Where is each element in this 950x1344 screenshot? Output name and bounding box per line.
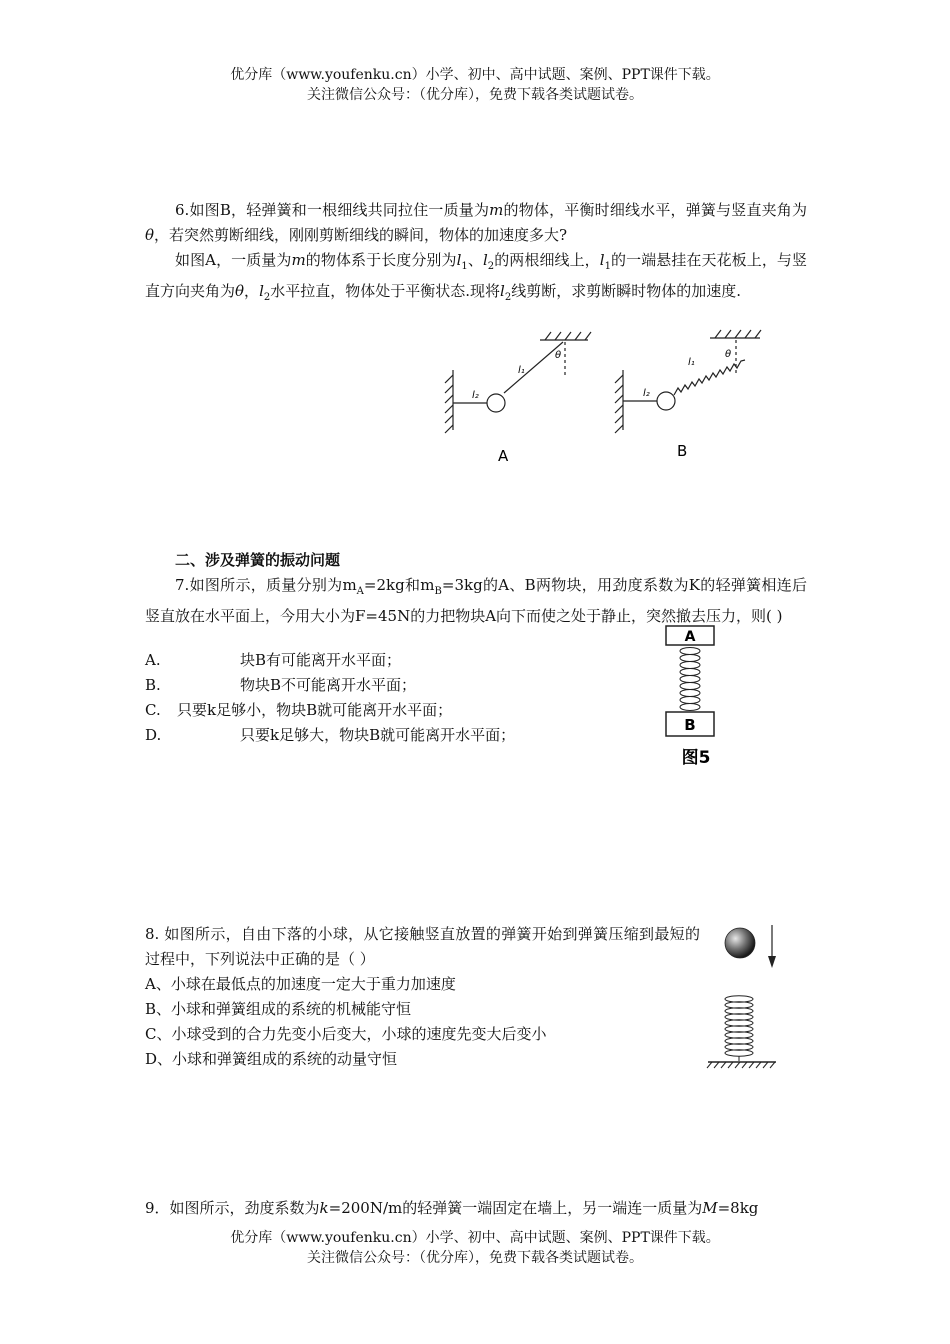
q6-paragraph-2: 如图A，一质量为m的物体系于长度分别为$l_1$、$l_2$的两根细线上，$l_1$的一端悬挂在天花板上，与竖直方向夹角为θ，$l_2$水平拉直，物体处于平衡状态.现将$l_2$线剪断，求剪断瞬时物体的加速度. [145, 251, 807, 303]
footer-line-1: 优分库（www.youfenku.cn）小学、初中、高中试题、案例、PPT课件下载。 [230, 1230, 720, 1246]
q8-option-c: C、小球受到的合力先变小后变大，小球的速度先变大后变小 [145, 1025, 547, 1043]
q7-stem: 7.如图所示，质量分别为$m_A=2kg$和$m_B=3kg$的A、B两物块，用劲度系数为K的轻弹簧相连后竖直放在水平面上，今用大小为F=45N的力把物块A向下而使之处于静止，突然撤去压力，则( ) [145, 576, 807, 625]
figure-5 [660, 624, 720, 769]
fig-b-l2-label: l₂ [643, 388, 650, 399]
figure-a [430, 330, 600, 470]
q7-option-a: A. 块B有可能离开水平面； [145, 651, 402, 669]
q7-option-b: B. 物块B不可能离开水平面； [145, 676, 417, 694]
q8-option-a: A、小球在最低点的加速度一定大于重力加速度 [145, 975, 456, 993]
down-arrow-icon [768, 956, 776, 968]
figure-ball-spring [700, 920, 790, 1070]
q8-option-b: B、小球和弹簧组成的系统的机械能守恒 [145, 1000, 412, 1018]
q6-paragraph-1: 6.如图B，轻弹簧和一根细线共同拉住一质量为m的物体，平衡时细线水平，弹簧与竖直夹角为θ，若突然剪断细线，刚刚剪断细线的瞬间，物体的加速度多大? [145, 201, 807, 244]
q8-stem: 8. 如图所示，自由下落的小球，从它接触竖直放置的弹簧开始到弹簧压缩到最短的过程中，下列说法中正确的是（ ） [145, 925, 700, 968]
fig-a-l2-label: l₂ [472, 390, 479, 401]
q9-stem: 9．如图所示，劲度系数为k=200N/m的轻弹簧一端固定在墙上，另一端连一质量为M=8kg [145, 1199, 759, 1217]
fig-a-theta-label: θ [555, 350, 562, 361]
block-b-label: B [684, 716, 696, 734]
figure-5-caption: 图5 [681, 748, 711, 768]
section-2-title: 二、涉及弹簧的振动问题 [175, 551, 341, 569]
q7-option-c: C. 只要k足够小，物块B就可能离开水平面； [145, 701, 453, 719]
fig-b-theta-label: θ [725, 349, 732, 360]
block-a-label: A [684, 629, 696, 645]
q8-option-d: D、小球和弹簧组成的系统的动量守恒 [145, 1050, 398, 1068]
figure-b [605, 325, 775, 465]
q7-option-d: D. 只要k足够大，物块B就可能离开水平面； [145, 726, 516, 744]
fig-b-caption: B [677, 442, 688, 460]
header-line-1: 优分库（www.youfenku.cn）小学、初中、高中试题、案例、PPT课件下载。 [230, 67, 720, 83]
fig-a-caption: A [498, 447, 509, 465]
fig-b-l1-label: l₁ [688, 357, 695, 368]
footer-line-2: 关注微信公众号：（优分库），免费下载各类试题试卷。 [307, 1250, 643, 1266]
header-line-2: 关注微信公众号：（优分库），免费下载各类试题试卷。 [307, 87, 643, 103]
fig-a-l1-label: l₁ [518, 365, 525, 376]
ball [725, 928, 755, 958]
